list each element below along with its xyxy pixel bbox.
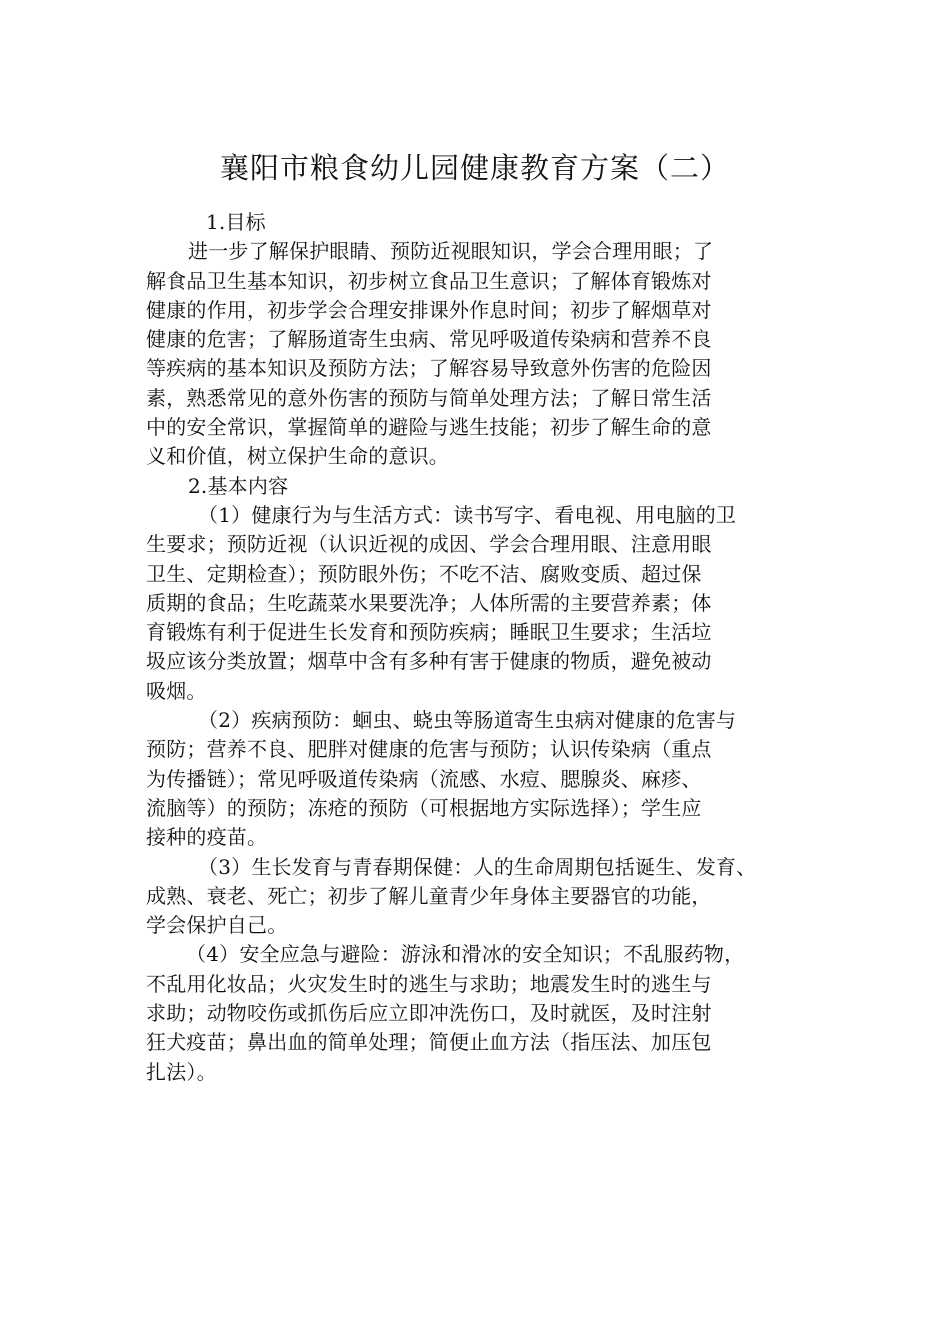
- paragraph-line: 中的安全常识，掌握简单的避险与逃生技能；初步了解生命的意: [146, 415, 712, 440]
- section-heading-content: 2.基本内容: [188, 473, 289, 498]
- paragraph-line: 预防；营养不良、肥胖对健康的危害与预防；认识传染病（重点: [146, 737, 712, 762]
- paragraph-line: 吸烟。: [146, 678, 207, 703]
- paragraph-line: 学会保护自己。: [146, 913, 288, 938]
- paragraph-line: 质期的食品；生吃蔬菜水果要洗净；人体所需的主要营养素；体: [146, 590, 712, 615]
- paragraph-line: 扎法）。: [146, 1059, 217, 1084]
- paragraph-line: （1）健康行为与生活方式：读书写字、看电视、用电脑的卫: [198, 502, 737, 527]
- paragraph-line: 求助；动物咬伤或抓伤后应立即冲洗伤口，及时就医，及时注射: [146, 1001, 712, 1026]
- paragraph-line: 育锻炼有利于促进生长发育和预防疾病；睡眠卫生要求；生活垃: [146, 620, 712, 645]
- paragraph-line: 等疾病的基本知识及预防方法；了解容易导致意外伤害的危险因: [146, 356, 712, 381]
- paragraph-line: 解食品卫生基本知识，初步树立食品卫生意识；了解体育锻炼对: [146, 268, 712, 293]
- paragraph-line: 成熟、衰老、死亡；初步了解儿童青少年身体主要器官的功能，: [146, 883, 712, 908]
- paragraph-line: 流脑等）的预防；冻疮的预防（可根据地方实际选择）；学生应: [146, 795, 702, 820]
- paragraph-line: 接种的疫苗。: [146, 825, 268, 850]
- paragraph-line: 生要求；预防近视（认识近视的成因、学会合理用眼、注意用眼: [146, 532, 712, 557]
- paragraph-line: 进一步了解保护眼睛、预防近视眼知识，学会合理用眼；了: [188, 239, 714, 264]
- document-title: 襄阳市粮食幼儿园健康教育方案（二）: [219, 151, 730, 185]
- paragraph-line: 卫生、定期检查）；预防眼外伤；不吃不洁、腐败变质、超过保: [146, 561, 702, 586]
- section-heading-goals: 1.目标: [206, 210, 266, 234]
- paragraph-line: 狂犬疫苗；鼻出血的简单处理；简便止血方法（指压法、加压包: [146, 1030, 712, 1055]
- paragraph-line: （4）安全应急与避险：游泳和滑冰的安全知识；不乱服药物，: [186, 942, 745, 967]
- paragraph-line: 圾应该分类放置；烟草中含有多种有害于健康的物质，避免被动: [146, 649, 712, 674]
- paragraph-line: （2）疾病预防：蛔虫、蛲虫等肠道寄生虫病对健康的危害与: [198, 708, 737, 733]
- paragraph-line: 义和价值，树立保护生命的意识。: [146, 444, 449, 469]
- paragraph-line: 健康的危害；了解肠道寄生虫病、常见呼吸道传染病和营养不良: [146, 327, 712, 352]
- paragraph-line: 不乱用化妆品；火灾发生时的逃生与求助；地震发生时的逃生与: [146, 971, 712, 996]
- paragraph-line: （3）生长发育与青春期保健：人的生命周期包括诞生、发育、: [198, 854, 757, 879]
- document-body: [146, 208, 816, 1087]
- paragraph-line: 健康的作用，初步学会合理安排课外作息时间；初步了解烟草对: [146, 297, 712, 322]
- paragraph-line: 素，熟悉常见的意外伤害的预防与简单处理方法；了解日常生活: [146, 385, 712, 410]
- paragraph-line: 为传播链）；常见呼吸道传染病（流感、水痘、腮腺炎、麻疹、: [146, 766, 702, 791]
